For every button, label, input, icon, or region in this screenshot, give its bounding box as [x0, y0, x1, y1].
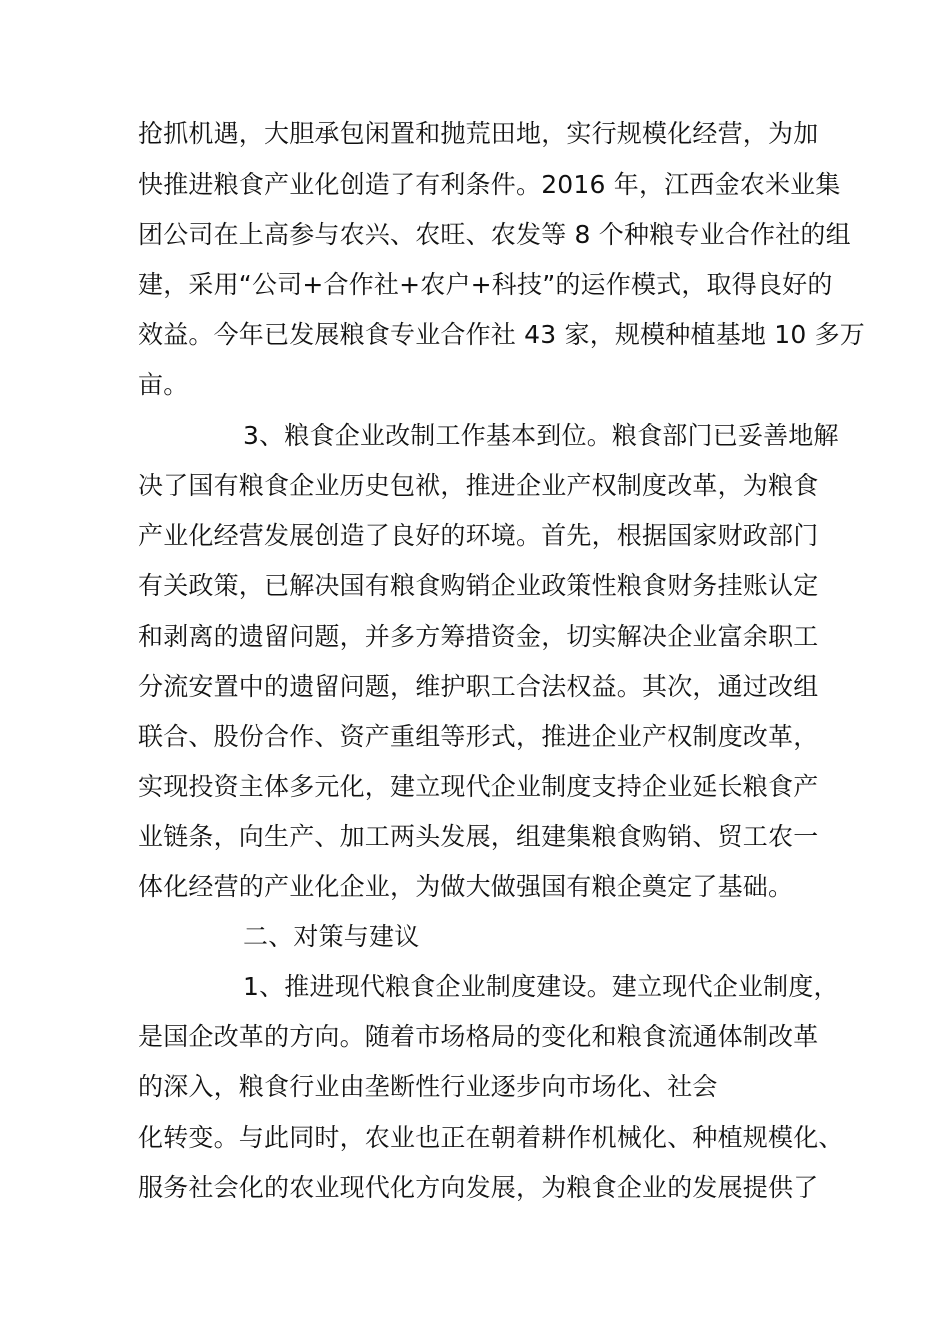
text-line: 实现投资主体多元化，建立现代企业制度支持企业延长粮食产 [138, 772, 819, 801]
text-line: 产业化经营发展创造了良好的环境。首先，根据国家财政部门 [138, 521, 819, 550]
section-heading: 二、对策与建议 [243, 922, 420, 951]
text-line: 抢抓机遇，大胆承包闲置和抛荒田地，实行规模化经营，为加 [138, 119, 819, 148]
text-line: 是国企改革的方向。随着市场格局的变化和粮食流通体制改革 [138, 1022, 819, 1051]
text-line: 分流安置中的遗留问题，维护职工合法权益。其次，通过改组 [138, 672, 819, 701]
text-line: 效益。今年已发展粮食专业合作社 43 家，规模种植基地 10 多万 [138, 320, 866, 349]
text-line: 化转变。与此同时，农业也正在朝着耕作机械化、种植规模化、 [138, 1123, 844, 1152]
text-line: 服务社会化的农业现代化方向发展，为粮食企业的发展提供了 [138, 1173, 819, 1202]
text-line: 决了国有粮食企业历史包袱，推进企业产权制度改革，为粮食 [138, 471, 819, 500]
text-line: 建，采用“公司+合作社+农户+科技”的运作模式，取得良好的 [138, 270, 833, 299]
text-line: 和剥离的遗留问题，并多方筹措资金，切实解决企业富余职工 [138, 622, 819, 651]
text-line: 团公司在上高参与农兴、农旺、农发等 8 个种粮专业合作社的组 [138, 220, 851, 249]
text-line: 业链条，向生产、加工两头发展，组建集粮食购销、贸工农一 [138, 822, 819, 851]
text-line: 有关政策，已解决国有粮食购销企业政策性粮食财务挂账认定 [138, 571, 819, 600]
text-line: 亩。 [138, 370, 189, 399]
text-line: 体化经营的产业化企业，为做大做强国有粮企奠定了基础。 [138, 872, 794, 901]
text-line: 联合、股份合作、资产重组等形式，推进企业产权制度改革， [138, 722, 819, 751]
subsection-1-heading-line: 1、推进现代粮食企业制度建设。建立现代企业制度， [243, 972, 839, 1001]
text-line: 的深入，粮食行业由垄断性行业逐步向市场化、社会 [138, 1072, 718, 1101]
text-line: 快推进粮食产业化创造了有利条件。2016 年，江西金农米业集 [138, 170, 841, 199]
section-3-heading-line: 3、粮食企业改制工作基本到位。粮食部门已妥善地解 [243, 421, 839, 450]
